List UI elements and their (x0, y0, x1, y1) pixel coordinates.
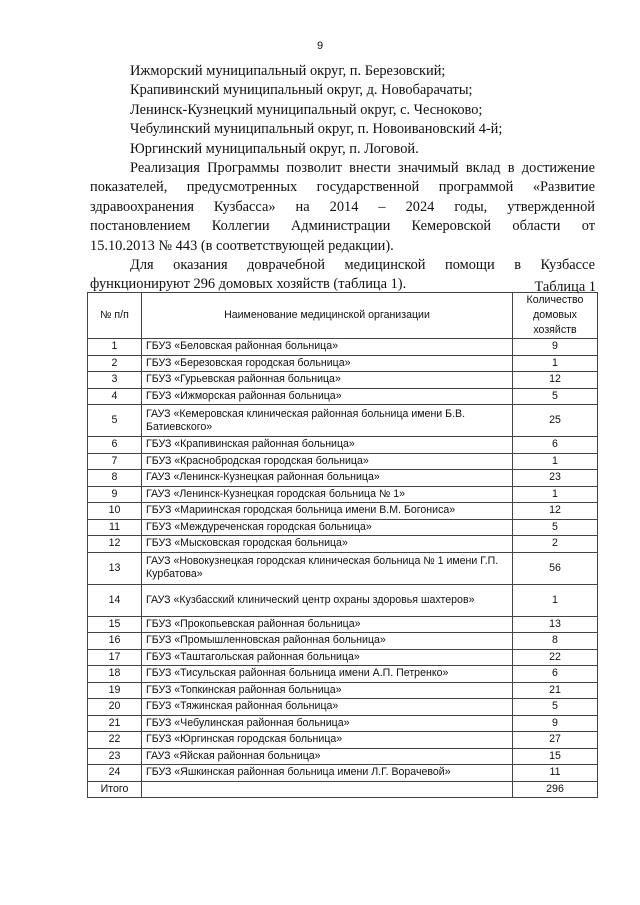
row-number: 7 (88, 453, 142, 470)
row-number: 10 (88, 503, 142, 520)
row-number: 17 (88, 649, 142, 666)
row-organization: ГБУЗ «Топкинская районная больница» (142, 682, 513, 699)
row-count: 1 (513, 355, 598, 372)
table-row (88, 552, 598, 584)
district-item: Крапивинский муниципальный округ, д. Новобарачаты; (130, 82, 473, 99)
table-row (88, 372, 598, 389)
paragraph-line: Реализация Программы позволит внести значимый вклад в достижение (130, 160, 595, 177)
table-row (88, 616, 598, 633)
row-organization: ГАУЗ «Ленинск-Кузнецкая районная больница» (142, 470, 513, 487)
paragraph-line: показателей, предусмотренных государственной программой «Развитие (90, 179, 595, 196)
table-row (88, 503, 598, 520)
row-number: 12 (88, 536, 142, 553)
row-count: 25 (513, 405, 598, 437)
table-header-row (88, 293, 598, 339)
row-count: 6 (513, 666, 598, 683)
table-row (88, 715, 598, 732)
row-number: 1 (88, 339, 142, 356)
table-row (88, 649, 598, 666)
row-organization: ГБУЗ «Мысковская городская больница» (142, 536, 513, 553)
row-count: 1 (513, 453, 598, 470)
row-organization: ГБУЗ «Крапивинская районная больница» (142, 437, 513, 454)
row-number: 13 (88, 552, 142, 584)
body-text (90, 62, 595, 295)
row-organization: ГБУЗ «Прокопьевская районная больница» (142, 616, 513, 633)
row-count: 8 (513, 633, 598, 650)
row-organization: ГАУЗ «Ленинск-Кузнецкая городская больница № 1» (142, 486, 513, 503)
row-number: 3 (88, 372, 142, 389)
total-label: Итого (88, 781, 142, 798)
row-organization: ГАУЗ «Новокузнецкая городская клиническая больница № 1 имени Г.П. Курбатова» (142, 552, 513, 584)
row-count: 13 (513, 616, 598, 633)
paragraph-line: постановлением Коллегии Администрации Кемеровской области от (90, 218, 595, 235)
total-value: 296 (513, 781, 598, 798)
row-count: 12 (513, 372, 598, 389)
row-count: 1 (513, 584, 598, 616)
paragraph-line: функционируют 296 домовых хозяйств (таблица 1). (90, 276, 407, 293)
row-organization: ГБУЗ «Промышленновская районная больница» (142, 633, 513, 650)
row-number: 20 (88, 699, 142, 716)
table-row (88, 470, 598, 487)
table-row (88, 732, 598, 749)
row-count: 5 (513, 388, 598, 405)
row-count: 11 (513, 765, 598, 782)
row-count: 12 (513, 503, 598, 520)
district-list (90, 62, 595, 159)
paragraph-line: Для оказания доврачебной медицинской помощи в Кузбассе (130, 257, 595, 274)
row-organization: ГБУЗ «Междуреченская городская больница» (142, 519, 513, 536)
households-table (87, 292, 598, 798)
row-organization: ГБУЗ «Тяжинская районная больница» (142, 699, 513, 716)
row-count: 27 (513, 732, 598, 749)
total-empty-cell (142, 781, 513, 798)
table-row (88, 388, 598, 405)
row-number: 19 (88, 682, 142, 699)
row-count: 9 (513, 339, 598, 356)
table-row (88, 699, 598, 716)
row-count: 23 (513, 470, 598, 487)
row-organization: ГБУЗ «Чебулинская районная больница» (142, 715, 513, 732)
row-count: 22 (513, 649, 598, 666)
table-row (88, 437, 598, 454)
row-organization: ГБУЗ «Мариинская городская больница имени В.М. Богониса» (142, 503, 513, 520)
table-row (88, 339, 598, 356)
row-count: 2 (513, 536, 598, 553)
row-number: 2 (88, 355, 142, 372)
row-organization: ГБУЗ «Таштагольская районная больница» (142, 649, 513, 666)
table-row (88, 682, 598, 699)
row-organization: ГАУЗ «Кемеровская клиническая районная больница имени Б.В. Батиевского» (142, 405, 513, 437)
row-number: 23 (88, 748, 142, 765)
header-number: № п/п (88, 293, 142, 339)
row-organization: ГБУЗ «Краснобродская городская больница» (142, 453, 513, 470)
district-item: Юргинский муниципальный округ, п. Логовой. (130, 140, 419, 157)
district-item: Ижморский муниципальный округ, п. Березовский; (130, 63, 446, 79)
row-number: 22 (88, 732, 142, 749)
row-organization: ГАУЗ «Яйская районная больница» (142, 748, 513, 765)
row-count: 5 (513, 699, 598, 716)
table-row (88, 633, 598, 650)
row-number: 8 (88, 470, 142, 487)
row-number: 18 (88, 666, 142, 683)
row-count: 15 (513, 748, 598, 765)
row-organization: ГБУЗ «Березовская городская больница» (142, 355, 513, 372)
program-paragraph (90, 159, 595, 256)
row-number: 6 (88, 437, 142, 454)
row-count: 1 (513, 486, 598, 503)
row-count: 5 (513, 519, 598, 536)
table-row (88, 355, 598, 372)
row-organization: ГБУЗ «Беловская районная больница» (142, 339, 513, 356)
table-row (88, 584, 598, 616)
row-number: 21 (88, 715, 142, 732)
row-organization: ГБУЗ «Ижморская районная больница» (142, 388, 513, 405)
row-number: 4 (88, 388, 142, 405)
table-row (88, 748, 598, 765)
row-organization: ГБУЗ «Гурьевская районная больница» (142, 372, 513, 389)
page-number: 9 (316, 40, 324, 52)
row-number: 14 (88, 584, 142, 616)
header-organization: Наименование медицинской организации (142, 293, 513, 339)
row-count: 21 (513, 682, 598, 699)
paragraph-line: 15.10.2013 № 443 (в соответствующей редакции). (90, 237, 394, 254)
district-item: Чебулинский муниципальный округ, п. Новоивановский 4-й; (130, 121, 503, 138)
district-item: Ленинск-Кузнецкий муниципальный округ, с. Чесноково; (130, 101, 483, 118)
row-number: 9 (88, 486, 142, 503)
table-row (88, 666, 598, 683)
row-number: 24 (88, 765, 142, 782)
table-row (88, 519, 598, 536)
row-number: 11 (88, 519, 142, 536)
table-row (88, 765, 598, 782)
table-caption: Таблица 1 (534, 279, 596, 295)
row-number: 5 (88, 405, 142, 437)
table-total-row (88, 781, 598, 798)
row-organization: ГБУЗ «Юргинская городская больница» (142, 732, 513, 749)
row-number: 16 (88, 633, 142, 650)
table-row (88, 405, 598, 437)
row-count: 6 (513, 437, 598, 454)
table-row (88, 486, 598, 503)
row-count: 56 (513, 552, 598, 584)
table-row (88, 453, 598, 470)
row-organization: ГАУЗ «Кузбасский клинический центр охраны здоровья шахтеров» (142, 584, 513, 616)
table-row (88, 536, 598, 553)
paragraph-line: здравоохранения Кузбасса» на 2014 – 2024 годы, утвержденной (90, 198, 595, 215)
row-number: 15 (88, 616, 142, 633)
row-organization: ГБУЗ «Яшкинская районная больница имени Л.Г. Ворачевой» (142, 765, 513, 782)
row-organization: ГБУЗ «Тисульская районная больница имени А.П. Петренко» (142, 666, 513, 683)
row-count: 9 (513, 715, 598, 732)
header-households: Количество домовых хозяйств (513, 293, 598, 339)
